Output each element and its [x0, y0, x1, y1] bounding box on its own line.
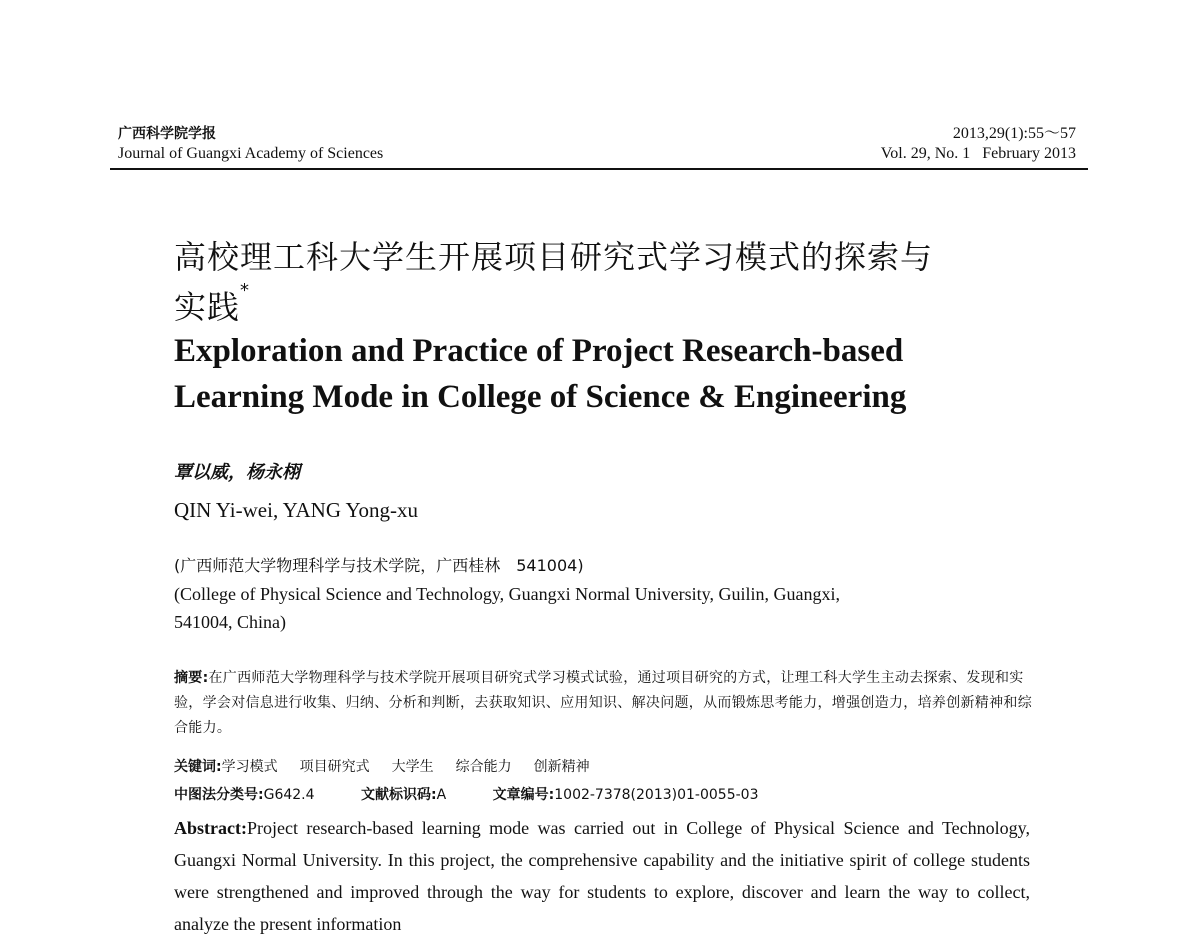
header-rule	[110, 168, 1088, 170]
document-code	[361, 787, 446, 803]
running-header	[110, 124, 1088, 172]
abstract-en-text: Project research-based learning mode was carried out in College of Physical Science and Technology, Guangxi Normal University. In this project, the comprehensive capability and the initiative spirit of college students were strengthened and improved through the way for students to explore, discover and learn the way to collect, analyze the present information	[174, 818, 1030, 934]
title-cn-line2-text: 实践	[174, 288, 241, 326]
doc-label: 文献标识码:	[361, 787, 437, 803]
article-number	[493, 787, 759, 803]
authors-cn: 覃以威，杨永栩	[174, 462, 300, 483]
clc-value: G642.4	[263, 787, 315, 803]
clc-label: 中图法分类号:	[174, 787, 264, 803]
journal-name-cn: 广西科学院学报	[118, 126, 216, 142]
affiliation-en-line1: (College of Physical Science and Technology, Guangxi Normal University, Guilin, Guangxi,	[174, 584, 840, 604]
keywords-label: 关键词:	[174, 759, 222, 775]
authors-en: QIN Yi-wei, YANG Yong-xu	[174, 498, 419, 522]
abstract-cn-label: 摘要:	[174, 670, 209, 686]
title-en-line2: Learning Mode in College of Science & Engineering	[174, 379, 907, 415]
affiliation-en-line2: 541004, China)	[174, 612, 286, 632]
keyword: 综合能力	[455, 759, 512, 775]
footnote-mark: *	[240, 280, 251, 301]
title-cn-line1: 高校理工科大学生开展项目研究式学习模式的探索与	[174, 238, 934, 276]
abstract-en	[174, 812, 1030, 940]
journal-name	[118, 124, 383, 164]
abstract-cn-text: 在广西师范大学物理科学与技术学院开展项目研究式学习模式试验，通过项目研究的方式，让理工科大学生主动去探索、发现和实验，学会对信息进行收集、归纳、分析和判断，去获取知识、应用知识、解决问题，从而锻炼思考能力，增强创造力，培养创新精神和综合能力。	[174, 670, 1032, 736]
clc-number	[174, 787, 315, 803]
title-cn-line2	[174, 282, 1044, 332]
title-en-line1: Exploration and Practice of Project Research-based	[174, 333, 904, 369]
doc-value: A	[436, 787, 447, 803]
title-en	[174, 328, 1054, 420]
keyword: 创新精神	[533, 759, 590, 775]
classification	[174, 784, 800, 806]
volume-issue: Vol. 29, No. 1 February 2013	[880, 145, 1076, 162]
affiliation	[174, 552, 1034, 636]
keyword: 大学生	[391, 759, 434, 775]
abstract-cn	[174, 666, 1032, 741]
citation: 2013,29(1):55～57	[952, 125, 1076, 142]
keyword: 学习模式	[221, 759, 278, 775]
journal-name-en: Journal of Guangxi Academy of Sciences	[118, 145, 384, 162]
abstract-en-label: Abstract:	[174, 818, 247, 838]
keyword: 项目研究式	[299, 759, 370, 775]
issue-info	[881, 124, 1076, 164]
affiliation-cn: (广西师范大学物理科学与技术学院，广西桂林 541004)	[174, 556, 584, 575]
article-label: 文章编号:	[492, 787, 555, 803]
title-cn	[174, 232, 1044, 332]
article-value: 1002-7378(2013)01-0055-03	[554, 787, 759, 803]
keywords	[174, 756, 612, 778]
